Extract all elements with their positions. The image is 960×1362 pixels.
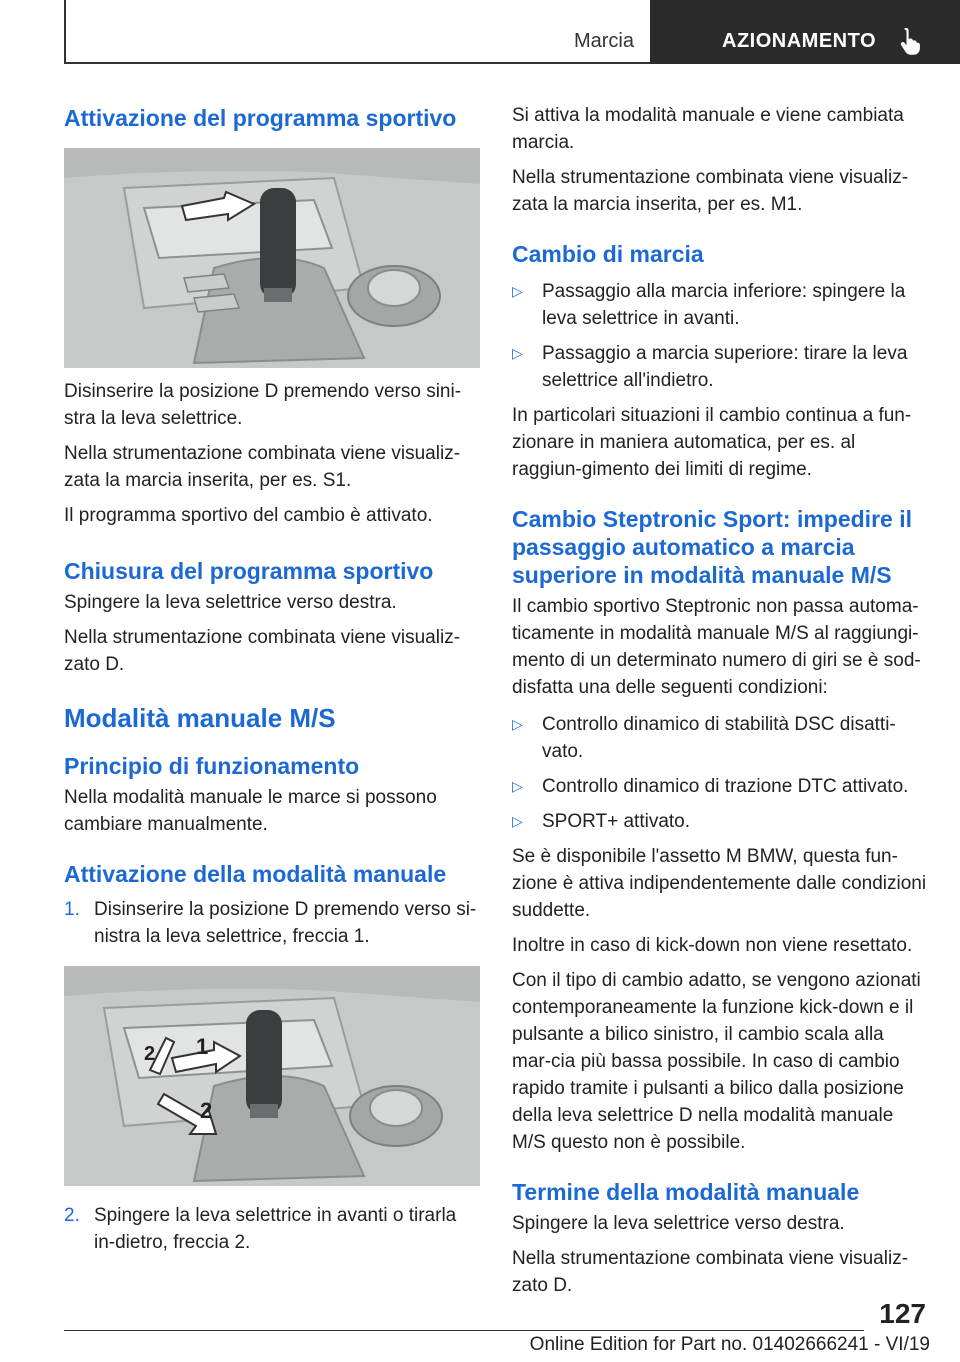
heading-steptronic-sport: Cambio Steptronic Sport: impedire il passaggio automatico a marcia superiore in modalità manuale M/S xyxy=(512,506,912,588)
list-item xyxy=(512,340,928,394)
heading-sport-deactivation: Chiusura del programma sportivo xyxy=(64,558,434,584)
header-bottom-rule xyxy=(64,62,650,64)
para-shift: In particolari situazioni il cambio continua a fun-zionare in maniera automatica, per es. al raggiun-gimento dei limiti di regime. xyxy=(512,405,912,480)
heading-manual-activation: Attivazione della modalità manuale xyxy=(64,861,447,887)
list-item xyxy=(64,1202,480,1256)
header-chapter-label: AZIONAMENTO xyxy=(722,30,877,52)
para-sport-3: Il programma sportivo del cambio è attivato. xyxy=(64,505,433,526)
para-off-2: Nella strumentazione combinata viene visualiz-zato D. xyxy=(64,627,461,675)
heading-principle: Principio di funzionamento xyxy=(64,753,360,779)
para-end-2: Nella strumentazione combinata viene visualiz-zato D. xyxy=(512,1248,909,1296)
heading-gear-change: Cambio di marcia xyxy=(512,241,704,267)
triangle-bullet-icon: ▷ xyxy=(512,813,523,829)
footer-rule xyxy=(64,1330,864,1331)
arrow-label-1: 1 xyxy=(196,1034,209,1059)
step-number: 1. xyxy=(64,899,80,920)
list-item-text: SPORT+ attivato. xyxy=(542,811,691,832)
list-item xyxy=(512,278,928,332)
hand-pointer-icon xyxy=(895,25,925,55)
triangle-bullet-icon: ▷ xyxy=(512,283,523,299)
manual-steps-list xyxy=(64,896,480,950)
footer-edition: Online Edition for Part no. 01402666241 - VI/19 xyxy=(529,1334,930,1355)
para-steptronic: Il cambio sportivo Steptronic non passa automa-ticamente in modalità manuale M/S al raggiungi-mento di un determinato numero di giri se è sod-disfatta una delle seguenti condizioni: xyxy=(512,596,921,698)
figure-gear-selector-arrows xyxy=(64,966,480,1186)
para-off-1: Spingere la leva selettrice verso destra. xyxy=(64,592,397,613)
step-number: 2. xyxy=(64,1205,80,1226)
para-sport-1: Disinserire la posizione D premendo verso sini-stra la leva selettrice. xyxy=(64,381,462,429)
list-item xyxy=(512,711,928,765)
arrow-label-2-down: 2 xyxy=(200,1098,213,1123)
figure-gear-selector-left xyxy=(64,148,480,368)
step-text: Disinserire la posizione D premendo verso si-nistra la leva selettrice, freccia 1. xyxy=(94,899,477,947)
conditions-list xyxy=(512,711,928,835)
list-item xyxy=(512,808,928,835)
shift-list xyxy=(512,278,928,394)
para-m-chassis: Se è disponibile l'assetto M BMW, questa fun-zione è attiva indipendentemente dalle condizioni suddette. xyxy=(512,846,927,921)
list-item-text: Passaggio alla marcia inferiore: spingere la leva selettrice in avanti. xyxy=(542,281,906,329)
triangle-bullet-icon: ▷ xyxy=(512,716,523,732)
gear-selector-illustration-1 xyxy=(64,148,480,368)
right-column xyxy=(512,100,928,1299)
left-column xyxy=(64,100,480,1256)
list-item xyxy=(64,896,480,950)
para-kickdown: Inoltre in caso di kick-down non viene resettato. xyxy=(512,935,913,956)
list-item-text: Passaggio a marcia superiore: tirare la leva selettrice all'indietro. xyxy=(542,343,908,391)
list-item-text: Controllo dinamico di stabilità DSC disatti-vato. xyxy=(542,714,896,762)
manual-steps-list-2 xyxy=(64,1202,480,1256)
heading-manual-end: Termine della modalità manuale xyxy=(512,1179,860,1205)
para-r1: Si attiva la modalità manuale e viene cambiata marcia. xyxy=(512,105,904,153)
step-text: Spingere la leva selettrice in avanti o tirarla in-dietro, freccia 2. xyxy=(94,1205,457,1253)
para-gearbox-type: Con il tipo di cambio adatto, se vengono azionati contemporaneamente la funzione kick-down e il pulsante a bilico sinistro, il cambio scala alla mar-cia più bassa possibile. In caso di cambio rapido tramite i pulsanti a bilico dalla posizione della leva selettrice D nella modalità manuale M/S questo non è possibile. xyxy=(512,970,921,1153)
para-sport-2: Nella strumentazione combinata viene visualiz-zata la marcia inserita, per es. S1. xyxy=(64,443,461,491)
para-end-1: Spingere la leva selettrice verso destra. xyxy=(512,1213,845,1234)
heading-sport-activation: Attivazione del programma sportivo xyxy=(64,105,457,131)
para-principle: Nella modalità manuale le marce si possono cambiare manualmente. xyxy=(64,787,437,835)
page-number: 127 xyxy=(879,1298,926,1329)
arrow-label-2-up: 2 xyxy=(144,1043,156,1065)
triangle-bullet-icon: ▷ xyxy=(512,345,523,361)
para-r2: Nella strumentazione combinata viene visualiz-zata la marcia inserita, per es. M1. xyxy=(512,167,909,215)
header-section-title: Marcia xyxy=(573,30,634,52)
heading-manual-mode: Modalità manuale M/S xyxy=(64,703,336,733)
triangle-bullet-icon: ▷ xyxy=(512,778,523,794)
list-item xyxy=(512,773,928,800)
list-item-text: Controllo dinamico di trazione DTC attivato. xyxy=(542,776,909,797)
gear-selector-illustration-2 xyxy=(64,966,480,1186)
